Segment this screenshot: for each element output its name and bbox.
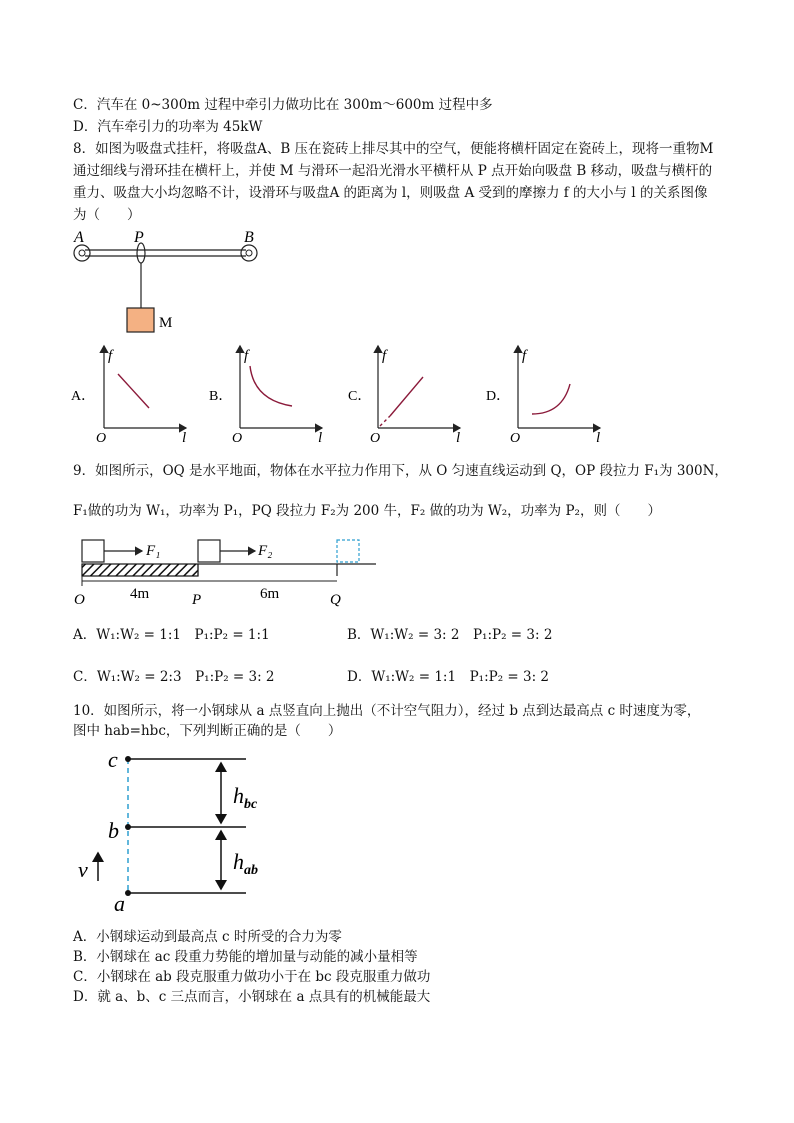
q7-option-c: C．汽车在 0~300m 过程中牵引力做功比在 300m～600m 过程中多 [73, 97, 493, 113]
svg-text:c: c [108, 747, 118, 772]
svg-text:hab: $h_{ab}$ [233, 849, 258, 878]
label-B: B [244, 229, 254, 246]
weight-M [127, 308, 154, 332]
graph-b-curve [250, 366, 292, 406]
svg-text:O: O [370, 431, 381, 446]
block-at-Q [337, 540, 359, 562]
q10-stem-line1: 10．如图所示，将一小钢球从 a 点竖直向上抛出（不计空气阻力），经过 b 点到达最高点 c 时速度为零， [73, 703, 701, 719]
q10-option-c: C．小钢球在 ab 段克服重力做功小于在 bc 段克服重力做功 [73, 969, 431, 985]
svg-text:l: l [182, 430, 187, 446]
svg-text:f: f [244, 348, 249, 364]
label-A: A [74, 229, 84, 246]
q9-motion-figure [70, 536, 390, 608]
graph-d-curve [532, 384, 570, 414]
svg-text:B．: B． [209, 389, 233, 404]
svg-text:l: l [596, 430, 601, 446]
graph-b [209, 346, 322, 446]
q8-stem-line4: 为（ ） [73, 207, 141, 223]
graph-d [486, 346, 600, 446]
graph-a-curve [118, 374, 149, 408]
svg-text:a: a [114, 891, 125, 916]
svg-text:O: O [510, 431, 521, 446]
svg-text:Q: Q [330, 592, 341, 608]
slider-ring [137, 243, 145, 263]
svg-text:v: v [78, 857, 88, 882]
q8-stem-line1: 8．如图为吸盘式挂杆，将吸盘A、B 压在瓷砖上排尽其中的空气，便能将横杆固定在瓷砖上，现将一重物M [73, 141, 714, 157]
q10-option-d: D．就 a、b、c 三点而言，小钢球在 a 点具有的机械能最大 [73, 989, 431, 1005]
q9-option-b: B．W₁:W₂ = 3: 2 P₁:P₂ = 3: 2 [347, 627, 553, 643]
block-at-P [198, 540, 220, 562]
q8-hanger-figure [68, 226, 268, 338]
rough-surface [82, 564, 198, 576]
q10-height-figure [70, 745, 290, 917]
block-at-O [82, 540, 104, 562]
graph-c [348, 346, 460, 446]
svg-text:F₁: F₁ [146, 543, 161, 559]
svg-text:6m: 6m [260, 586, 280, 602]
svg-text:D．: D． [486, 389, 511, 404]
graph-a-option: A． [71, 389, 96, 404]
q8-stem-line3: 重力、吸盘大小均忽略不计，设滑环与吸盘A 的距离为 l，则吸盘 A 受到的摩擦力 f 的大小与 l 的关系图像 [73, 185, 708, 201]
svg-text:O: O [96, 431, 107, 446]
label-P: P [134, 229, 144, 246]
svg-text:l: l [318, 430, 323, 446]
svg-text:4m: 4m [130, 586, 150, 602]
suction-cup-a [74, 245, 90, 261]
q9-stem-line1: 9．如图所示，OQ 是水平地面，物体在水平拉力作用下，从 O 匀速直线运动到 Q，OP 段拉力 F₁为 300N， [73, 463, 728, 479]
svg-text:O: O [74, 592, 85, 608]
q8-graph-options [68, 342, 708, 448]
svg-text:f: f [522, 348, 527, 364]
suction-cup-b [241, 245, 257, 261]
graph-a [71, 346, 186, 446]
label-M: M [159, 315, 173, 331]
svg-text:P: P [192, 592, 202, 608]
svg-text:O: O [232, 431, 243, 446]
q10-option-a: A．小钢球运动到最高点 c 时所受的合力为零 [73, 929, 342, 945]
svg-text:C．: C． [348, 389, 372, 404]
q9-stem-line2: F₁做的功为 W₁，功率为 P₁，PQ 段拉力 F₂为 200 牛，F₂ 做的功为 W₂，功率为 P₂，则（ ） [73, 503, 661, 519]
q9-option-a: A．W₁:W₂ = 1:1 P₁:P₂ = 1:1 [73, 627, 270, 643]
svg-text:hbc: $h_{bc}$ [233, 783, 258, 812]
q9-option-d: D．W₁:W₂ = 1:1 P₁:P₂ = 3: 2 [347, 669, 550, 685]
svg-text:F₂: F₂ [258, 543, 273, 559]
svg-text:f: f [108, 348, 113, 364]
svg-text:f: f [382, 348, 387, 364]
svg-text:b: b [108, 818, 119, 843]
q10-option-b: B．小钢球在 ac 段重力势能的增加量与动能的减小量相等 [73, 949, 418, 965]
q8-stem-line2: 通过细线与滑环挂在横杆上，并使 M 与滑环一起沿光滑水平横杆从 P 点开始向吸盘 B 移动，吸盘与横杆的 [73, 163, 713, 179]
q9-option-c: C．W₁:W₂ = 2:3 P₁:P₂ = 3: 2 [73, 669, 275, 685]
svg-text:l: l [456, 430, 461, 446]
graph-c-curve [390, 377, 423, 416]
q7-option-d: D．汽车牵引力的功率为 45kW [73, 119, 263, 135]
q10-stem-line2: 图中 hab=hbc，下列判断正确的是（ ） [73, 723, 342, 739]
